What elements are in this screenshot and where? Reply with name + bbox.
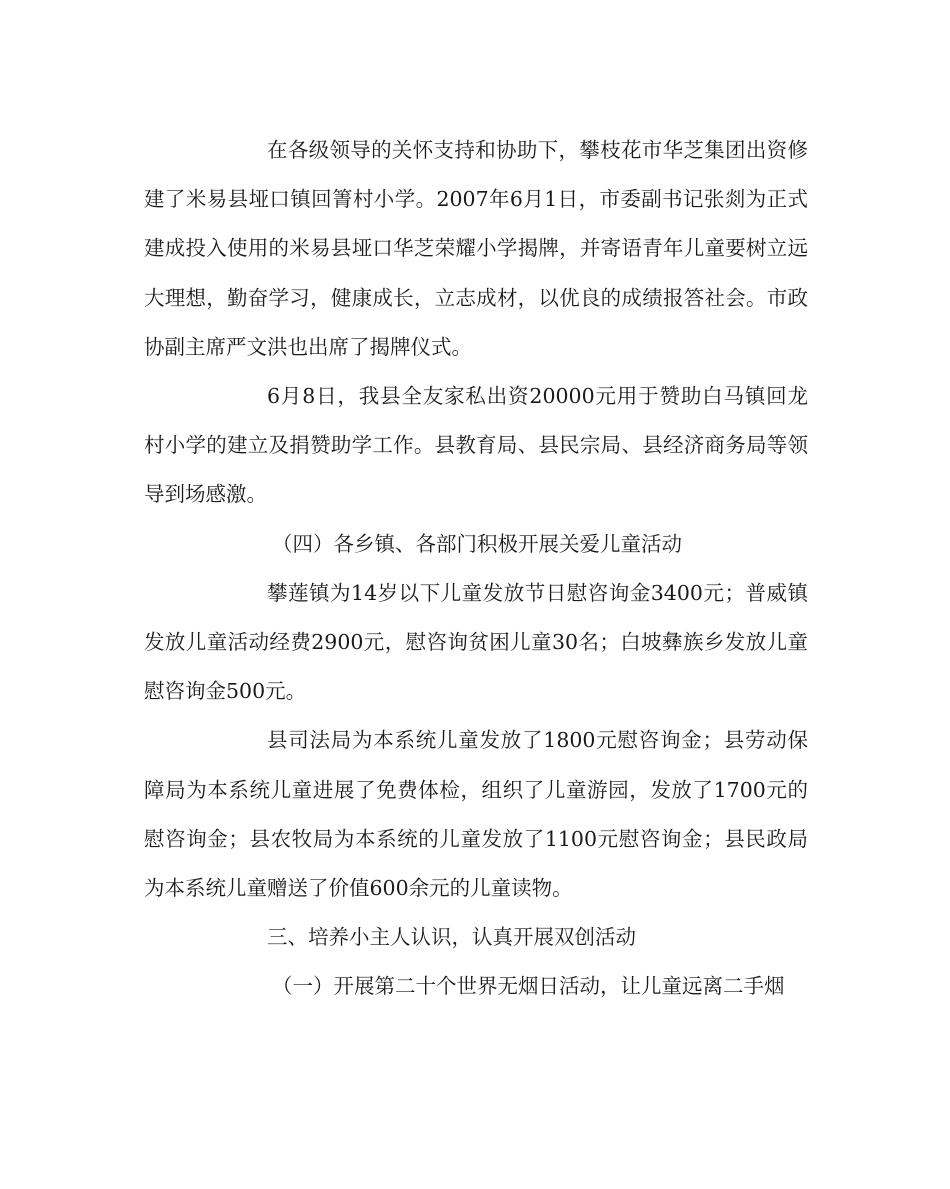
paragraph-school-donation: 在各级领导的关怀支持和协助下，攀枝花市华芝集团出资修建了米易县垭口镇回箐村小学。2007年6月1日，市委副书记张剡为正式建成投入使用的米易县垭口华芝荣耀小学揭牌，并寄语青年儿童要树立远大理想，勤奋学习，健康成长，立志成材，以优良的成绩报答社会。市政协副主席严文洪也出席了揭牌仪式。 bbox=[144, 138, 808, 359]
subheading-townships-activities: （四）各乡镇、各部门积极开展关爱儿童活动 bbox=[272, 531, 682, 556]
subheading-no-smoking-day: （一）开展第二十个世界无烟日活动，让儿童远离二手烟 bbox=[272, 974, 785, 999]
section-heading-three: 三、培养小主人认识，认真开展双创活动 bbox=[267, 925, 636, 950]
paragraph-department-funds: 县司法局为本系统儿童发放了1800元慰咨询金；县劳动保障局为本系统儿童进展了免费体检，组织了儿童游园，发放了1700元的慰咨询金；县农牧局为本系统的儿童发放了1100元慰咨询金；县民政局为本系统儿童赠送了价值600余元的儿童读物。 bbox=[144, 728, 808, 901]
document-body bbox=[144, 126, 808, 1012]
paragraph-township-funds: 攀莲镇为14岁以下儿童发放节日慰咨询金3400元；普威镇发放儿童活动经费2900元，慰咨询贫困儿童30名；白坡彝族乡发放儿童慰咨询金500元。 bbox=[144, 580, 808, 704]
paragraph-quanyou-donation: 6月8日，我县全友家私出资20000元用于赞助白马镇回龙村小学的建立及捐赞助学工作。县教育局、县民宗局、县经济商务局等领导到场感激。 bbox=[144, 384, 808, 507]
